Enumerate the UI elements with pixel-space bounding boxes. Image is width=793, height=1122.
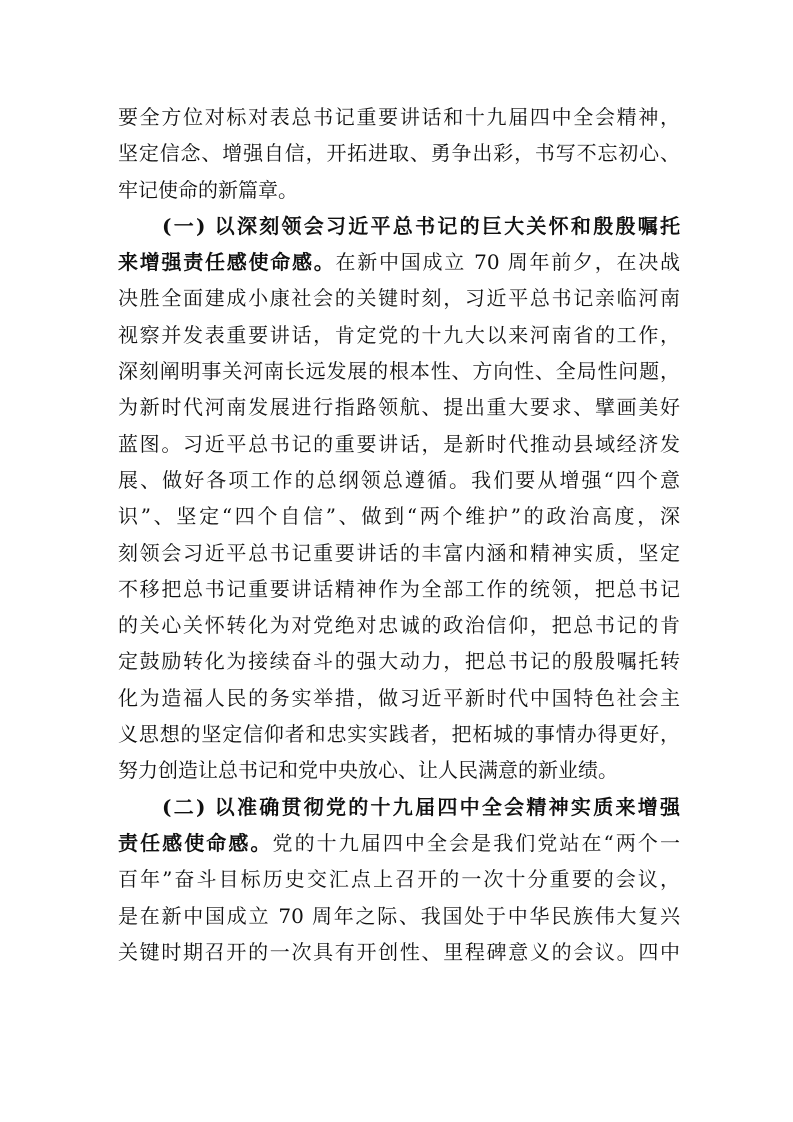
text-line [118, 898, 680, 934]
paragraph-text: 视察并发表重要讲话，肯定党的十九大以来河南省的工作， [118, 322, 680, 347]
text-line [118, 861, 680, 897]
text-line [118, 426, 680, 462]
paragraph-text: 识”、坚定“四个自信”、做到“两个维护”的政治高度，深 [118, 504, 680, 529]
text-line [118, 462, 680, 498]
text-line [118, 208, 680, 244]
text-line [118, 716, 680, 752]
text-line [118, 353, 680, 389]
text-line [118, 535, 680, 571]
paragraph-text: 决胜全面建成小康社会的关键时刻，习近平总书记亲临河南 [118, 286, 680, 311]
paragraph-text: 在新中国成立 70 周年前夕，在决战 [335, 250, 680, 275]
text-line [118, 934, 680, 970]
paragraph-text: 努力创造让总书记和党中央放心、让人民满意的新业绩。 [118, 758, 618, 783]
paragraph-text: 坚定信念、增强自信，开拓进取、勇争出彩，书写不忘初心、 [118, 141, 680, 166]
paragraph-text: 刻领会习近平总书记重要讲话的丰富内涵和精神实质，坚定 [118, 540, 680, 565]
paragraph-text: 不移把总书记重要讲话精神作为全部工作的统领，把总书记 [118, 576, 680, 601]
text-line [118, 172, 680, 208]
text-line [118, 280, 680, 316]
paragraph-text: 牢记使命的新篇章。 [118, 177, 298, 202]
text-line [118, 571, 680, 607]
paragraph-text: 深刻阐明事关河南长远发展的根本性、方向性、全局性问题， [118, 359, 680, 384]
paragraph-text: 要全方位对标对表总书记重要讲话和十九届四中全会精神， [118, 105, 680, 129]
text-line [118, 607, 680, 643]
body-text [118, 99, 680, 970]
paragraph-text: 展、做好各项工作的总纲领总遵循。我们要从增强“四个意 [118, 467, 680, 492]
section-heading-text: 责任感使命感。 [118, 830, 273, 855]
paragraph-text: 定鼓励转化为接续奋斗的强大动力，把总书记的殷殷嘱托转 [118, 649, 680, 674]
section-heading-text: 来增强责任感使命感。 [118, 250, 336, 275]
text-line [118, 498, 680, 534]
text-line [118, 789, 680, 825]
paragraph-text: 关键时期召开的一次具有开创性、里程碑意义的会议。四中 [118, 939, 680, 964]
paragraph-text: 为新时代河南发展进行指路领航、提出重大要求、擘画美好 [118, 395, 680, 420]
text-line [118, 317, 680, 353]
text-line [118, 99, 680, 135]
paragraph-text: 是在新中国成立 70 周年之际、我国处于中华民族伟大复兴 [118, 903, 680, 928]
text-line [118, 643, 680, 679]
text-line [118, 752, 680, 788]
text-line [118, 135, 680, 171]
section-heading-text: (一) 以深刻领会习近平总书记的巨大关怀和殷殷嘱托 [162, 213, 680, 238]
text-line [118, 680, 680, 716]
paragraph-text: 化为造福人民的务实举措，做习近平新时代中国特色社会主 [118, 685, 680, 710]
text-line [118, 825, 680, 861]
paragraph-text: 义思想的坚定信仰者和忠实实践者，把柘城的事情办得更好， [118, 722, 680, 747]
text-line [118, 244, 680, 280]
paragraph-text: 百年”奋斗目标历史交汇点上召开的一次十分重要的会议， [118, 867, 680, 892]
paragraph-text: 的关心关怀转化为对党绝对忠诚的政治信仰，把总书记的肯 [118, 613, 680, 638]
section-heading-text: (二) 以准确贯彻党的十九届四中全会精神实质来增强 [162, 794, 680, 819]
text-line [118, 389, 680, 425]
paragraph-text: 蓝图。习近平总书记的重要讲话，是新时代推动县域经济发 [118, 431, 680, 456]
paragraph-text: 党的十九届四中全会是我们党站在“两个一 [272, 830, 680, 855]
